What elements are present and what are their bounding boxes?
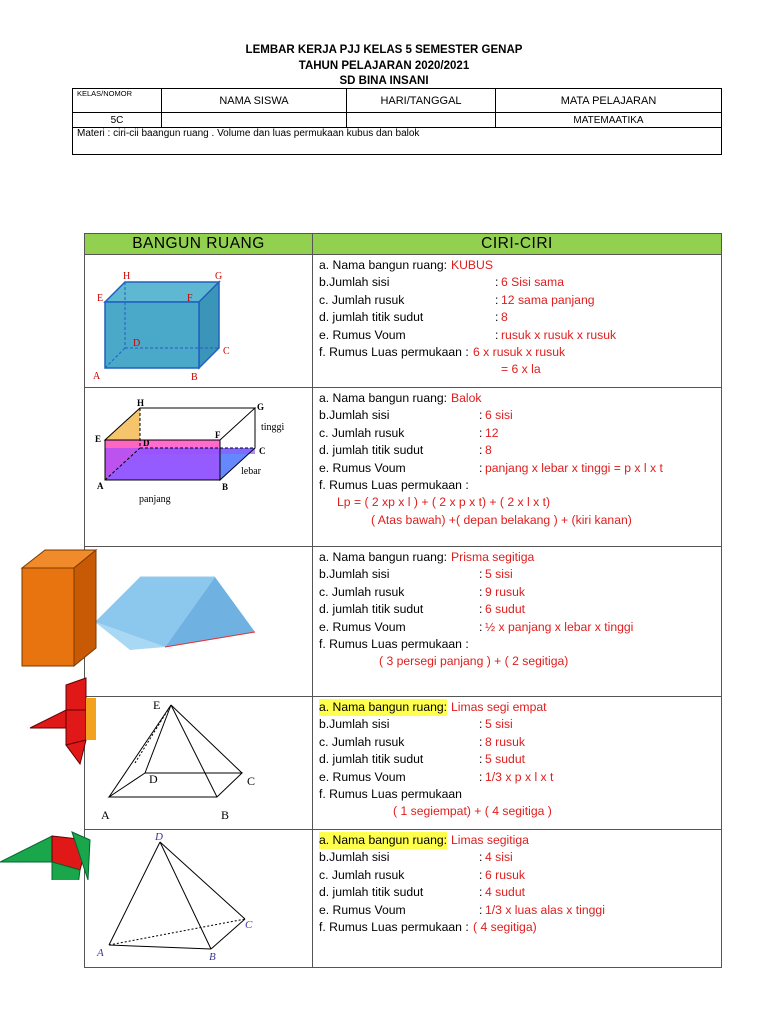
line-key: f. Rumus Luas permukaan : [319, 636, 469, 651]
row-2-line-1 [319, 566, 721, 583]
line-key: b.Jumlah sisi [319, 275, 390, 290]
line-key: d. jumlah titik sudut [319, 885, 424, 900]
line-key: e. Rumus Voum [319, 327, 406, 342]
cuboid-label-g: G [257, 402, 265, 412]
line-value: ( 3 persegi panjang ) + ( 2 segitiga) [379, 654, 569, 669]
cube-description [313, 255, 722, 388]
nama-value[interactable] [162, 113, 347, 128]
line-value: Prisma segitiga [451, 550, 535, 564]
line-separator: : [479, 752, 483, 767]
line-separator: : [479, 867, 483, 882]
line-key: a. Nama bangun ruang: [319, 832, 447, 849]
line-value: Lp = ( 2 xp x l ) + ( 2 x p x t) + ( 2 x l x t) [337, 495, 551, 510]
shapes-table [84, 233, 722, 968]
row-1-line-4 [319, 460, 721, 477]
square-pyramid-description [313, 697, 722, 830]
line-value: 5 sisi [485, 567, 513, 582]
pyramid4-label-c: C [247, 774, 256, 788]
row-0-line-2 [319, 292, 721, 309]
square-pyramid-figure [85, 697, 312, 824]
cuboid-label-h: H [137, 398, 145, 408]
cuboid-label-tinggi: tinggi [261, 422, 285, 433]
row-4-line-5 [319, 919, 721, 936]
col-kelas-header: KELAS/NOMOR [73, 89, 162, 113]
line-key: f. Rumus Luas permukaan : [319, 919, 469, 934]
cube-label-f: F [187, 293, 193, 304]
line-value: 12 [485, 425, 499, 440]
line-value: 8 rusuk [485, 734, 525, 749]
row-4-line-0 [319, 832, 721, 849]
line-value: 4 sudut [485, 885, 525, 900]
cube-label-g: G [215, 271, 223, 282]
pyramid3-label-a: A [97, 947, 104, 959]
col-nama-header: NAMA SISWA [162, 89, 347, 113]
cube-label-a: A [93, 371, 101, 382]
line-key: e. Rumus Voum [319, 769, 406, 784]
line-key: d. jumlah titik sudut [319, 752, 424, 767]
row-0-line-0 [319, 257, 721, 274]
line-value: rusuk x rusuk x rusuk [501, 327, 617, 342]
cube-figure [85, 255, 312, 382]
line-key: c. Jumlah rusuk [319, 584, 405, 599]
row-4-line-2 [319, 867, 721, 884]
cuboid-label-e: E [95, 434, 102, 444]
line-key: c. Jumlah rusuk [319, 292, 405, 307]
line-value: 6 sisi [485, 408, 513, 423]
row-4-line-1 [319, 849, 721, 866]
line-key: a. Nama bangun ruang: [319, 258, 448, 272]
line-value: 6 Sisi sama [501, 275, 564, 290]
col-ciri-ciri: CIRI-CIRI [313, 234, 722, 255]
line-value: 6 sudut [485, 602, 525, 617]
line-value: panjang x lebar x tinggi = p x l x t [485, 460, 663, 475]
line-key: b.Jumlah sisi [319, 850, 390, 865]
line-separator: : [479, 584, 483, 599]
prism-figure [85, 547, 312, 691]
line-separator: : [479, 602, 483, 617]
line-key: e. Rumus Voum [319, 902, 406, 917]
line-separator: : [479, 567, 483, 582]
line-key: f. Rumus Luas permukaan : [319, 344, 469, 359]
pyramid3-label-b: B [209, 951, 216, 962]
row-3-line-0 [319, 699, 721, 716]
row-3-line-3 [319, 751, 721, 768]
row-3-line-6 [319, 803, 721, 820]
title-line-1: LEMBAR KERJA PJJ KELAS 5 SEMESTER GENAP [245, 44, 523, 56]
row-1-line-2 [319, 425, 721, 442]
cuboid-figure [85, 388, 312, 541]
line-key: c. Jumlah rusuk [319, 867, 405, 882]
line-value: ( 1 segiempat) + ( 4 segitiga ) [393, 804, 552, 819]
line-separator: : [479, 443, 483, 458]
line-value: Limas segi empat [451, 700, 547, 714]
cuboid-label-b: B [222, 482, 229, 492]
row-2-line-2 [319, 584, 721, 601]
pyramid4-label-d: D [149, 772, 158, 786]
row-2-line-3 [319, 601, 721, 618]
pyramid4-label-b: B [221, 808, 230, 822]
line-key: c. Jumlah rusuk [319, 425, 405, 440]
row-3-line-1 [319, 716, 721, 733]
line-value: 4 sisi [485, 850, 513, 865]
line-value: ( Atas bawah) +( depan belakang ) + (kiri kanan) [371, 512, 632, 527]
prism-description [313, 547, 722, 697]
line-value: ( 4 segitiga) [473, 919, 537, 934]
line-separator: : [479, 619, 483, 634]
line-separator: : [479, 460, 483, 475]
line-separator: : [479, 902, 483, 917]
line-key: d. jumlah titik sudut [319, 310, 424, 325]
row-2-line-0 [319, 549, 721, 566]
line-value: 8 [485, 443, 492, 458]
line-separator: : [479, 850, 483, 865]
cuboid-label-c: C [259, 446, 266, 456]
line-key: e. Rumus Voum [319, 619, 406, 634]
line-key: f. Rumus Luas permukaan : [319, 477, 469, 492]
line-value: 1/3 x p x l x t [485, 769, 554, 784]
line-value: 9 rusuk [485, 584, 525, 599]
row-2-line-6 [319, 653, 721, 670]
line-value: Limas segitiga [451, 833, 529, 847]
col-hari-header: HARI/TANGGAL [347, 89, 496, 113]
cuboid-figure-cell [85, 388, 313, 547]
row-0-line-5 [319, 344, 721, 361]
line-separator: : [479, 769, 483, 784]
cuboid-label-lebar: lebar [241, 466, 261, 477]
line-value: = 6 x la [501, 362, 541, 377]
row-2-line-5 [319, 636, 721, 653]
cube-label-b: B [191, 372, 198, 382]
cube-label-h: H [123, 271, 131, 282]
line-value: 6 x rusuk x rusuk [473, 344, 566, 359]
line-key: d. jumlah titik sudut [319, 443, 424, 458]
triangular-pyramid-description [313, 830, 722, 968]
line-value: 1/3 x luas alas x tinggi [485, 902, 605, 917]
row-4-line-3 [319, 884, 721, 901]
line-separator: : [479, 734, 483, 749]
line-value: 5 sudut [485, 752, 525, 767]
line-key: b.Jumlah sisi [319, 408, 390, 423]
cuboid-label-panjang: panjang [139, 494, 171, 505]
cube-figure-cell [85, 255, 313, 388]
line-separator: : [479, 408, 483, 423]
line-value: 8 [501, 310, 508, 325]
pyramid3-label-d: D [155, 831, 163, 843]
line-value: KUBUS [451, 258, 493, 272]
line-key: a. Nama bangun ruang: [319, 550, 448, 564]
square-pyramid-figure-cell [85, 697, 313, 830]
cube-label-d: D [133, 338, 141, 349]
line-separator: : [479, 885, 483, 900]
line-value: 5 sisi [485, 717, 513, 732]
line-value: ½ x panjang x lebar x tinggi [485, 619, 634, 634]
triangular-pyramid-figure [85, 830, 312, 962]
line-value: 6 rusuk [485, 867, 525, 882]
triangular-pyramid-figure-cell [85, 830, 313, 968]
row-0-line-4 [319, 327, 721, 344]
row-1-line-1 [319, 407, 721, 424]
mapel-value: MATEMAATIKA [496, 113, 722, 128]
cuboid-description [313, 388, 722, 547]
hari-value[interactable] [347, 113, 496, 128]
cuboid-label-a: A [97, 481, 104, 491]
line-key: a. Nama bangun ruang: [319, 391, 448, 405]
line-separator: : [495, 310, 499, 325]
cuboid-label-f: F [215, 430, 221, 440]
row-1-line-5 [319, 477, 721, 494]
row-2-line-4 [319, 619, 721, 636]
row-3-line-5 [319, 786, 721, 803]
line-separator: : [479, 425, 483, 440]
cube-label-e: E [97, 293, 104, 304]
line-separator: : [495, 292, 499, 307]
pyramid3-label-c: C [245, 919, 253, 931]
kelas-value: 5C [73, 113, 162, 128]
title-line-3: SD BINA INSANI [339, 75, 429, 87]
col-mapel-header: MATA PELAJARAN [496, 89, 722, 113]
line-key: b.Jumlah sisi [319, 567, 390, 582]
line-key: c. Jumlah rusuk [319, 734, 405, 749]
row-3-line-2 [319, 734, 721, 751]
line-key: e. Rumus Voum [319, 460, 406, 475]
pyramid4-label-e: E [153, 698, 161, 712]
title-line-2: TAHUN PELAJARAN 2020/2021 [298, 60, 470, 72]
row-0-line-6 [319, 361, 721, 378]
line-key: d. jumlah titik sudut [319, 602, 424, 617]
row-0-line-1 [319, 274, 721, 291]
cuboid-label-d: D [143, 438, 150, 448]
row-1-line-3 [319, 442, 721, 459]
line-key: f. Rumus Luas permukaan [319, 786, 462, 801]
pyramid4-label-a: A [101, 808, 110, 822]
decorative-shapes [0, 540, 100, 880]
row-3-line-4 [319, 769, 721, 786]
line-value: Balok [451, 391, 482, 405]
line-key: a. Nama bangun ruang: [319, 699, 447, 716]
row-1-line-7 [319, 512, 721, 529]
row-1-line-0 [319, 390, 721, 407]
row-0-line-3 [319, 309, 721, 326]
cube-label-c: C [223, 346, 230, 357]
student-info-table [72, 88, 722, 155]
row-4-line-4 [319, 902, 721, 919]
line-value: 12 sama panjang [501, 292, 595, 307]
col-bangun-ruang: BANGUN RUANG [85, 234, 313, 255]
prism-figure-cell [85, 547, 313, 697]
line-separator: : [495, 327, 499, 342]
line-separator: : [479, 717, 483, 732]
line-key: b.Jumlah sisi [319, 717, 390, 732]
line-separator: : [495, 275, 499, 290]
row-1-line-6 [319, 494, 721, 511]
materi-text: Materi : ciri-cii baangun ruang . Volume dan luas permukaan kubus dan balok [73, 128, 722, 155]
